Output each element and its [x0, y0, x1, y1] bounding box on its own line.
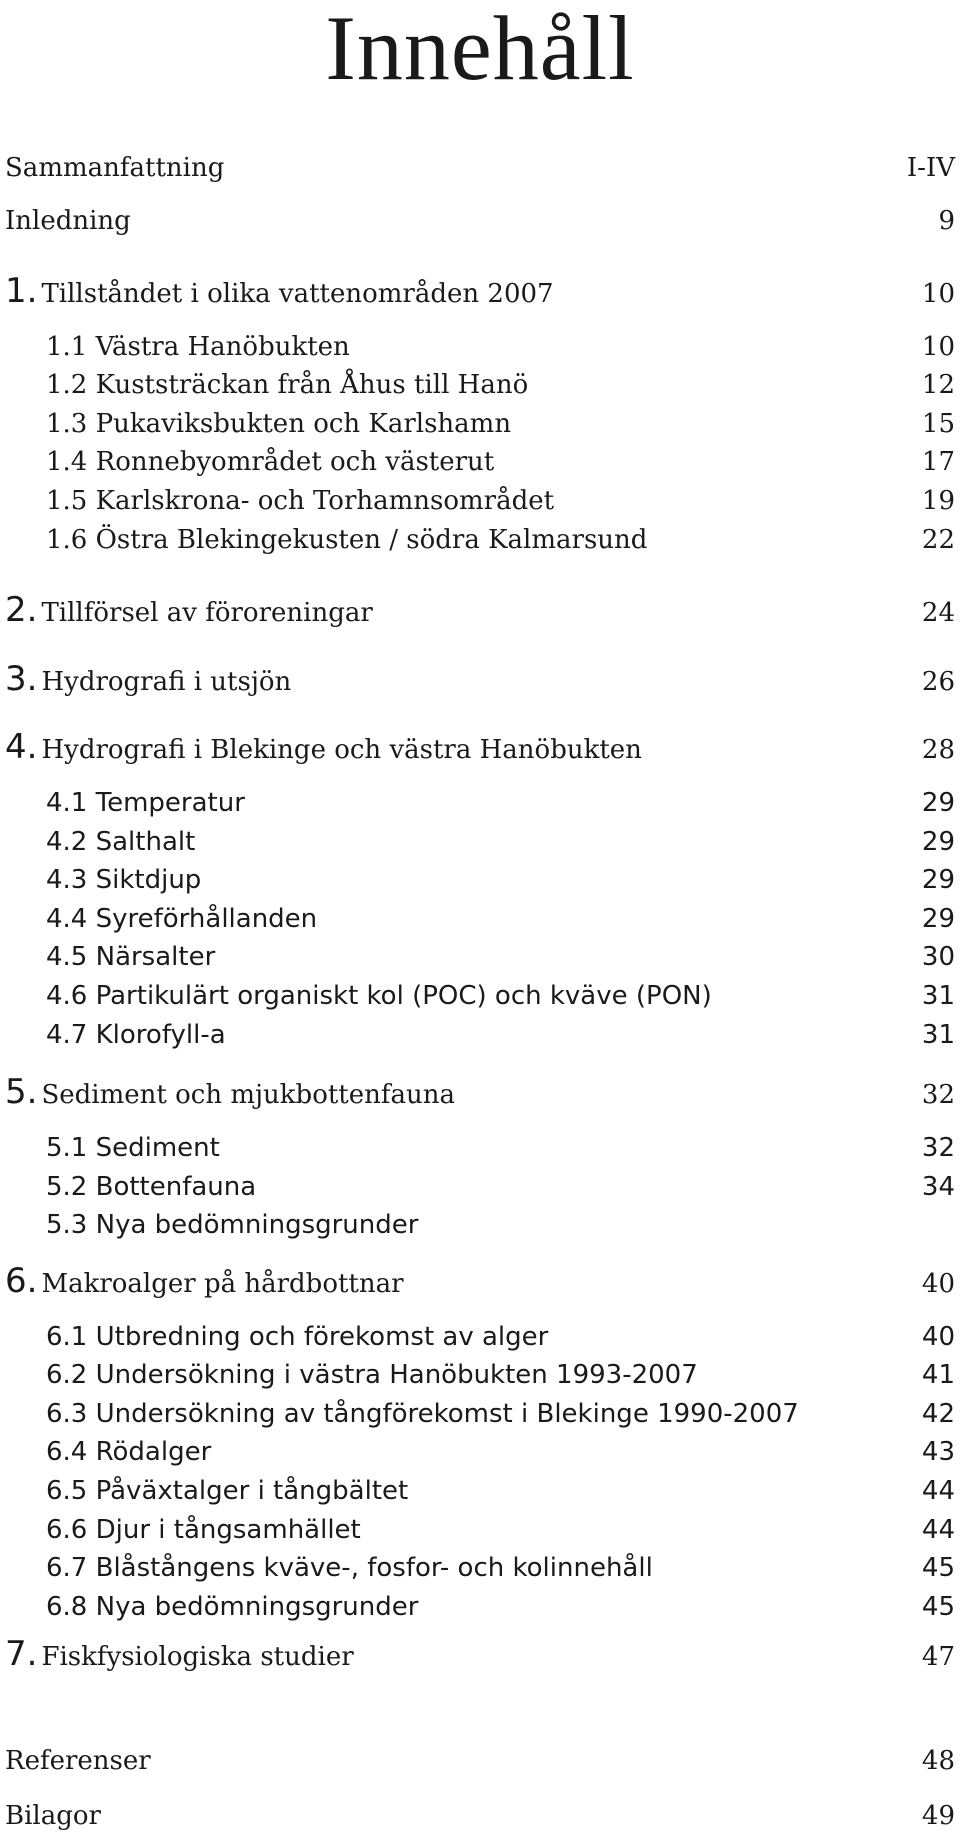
toc-entry-label: Bilagor: [5, 1801, 101, 1831]
chapter-number: 6.: [5, 1261, 38, 1301]
toc-subsection-6-7[interactable]: [46, 1553, 955, 1591]
toc-entry-page: 47: [921, 1642, 955, 1672]
toc-entry-page: 9: [938, 206, 955, 236]
toc-entry-label: 6.8 Nya bedömningsgrunder: [46, 1592, 419, 1622]
toc-entry-label: 6.7 Blåstångens kväve-, fosfor- och kolinnehåll: [46, 1553, 653, 1583]
toc-entry-label: 4.4 Syreförhållanden: [46, 904, 318, 934]
toc-entry-page: 31: [921, 1020, 955, 1050]
chapter-title: Fiskfysiologiska studier: [41, 1642, 354, 1672]
toc-chapter-1[interactable]: [5, 271, 955, 309]
toc-subsection-5-1[interactable]: [46, 1133, 955, 1171]
toc-entry-page: 26: [921, 667, 955, 697]
page-title: Innehåll: [325, 0, 635, 99]
toc-subsection-5-3[interactable]: [46, 1210, 955, 1248]
chapter-title: Makroalger på hårdbottnar: [41, 1269, 404, 1299]
toc-entry-page: 31: [921, 981, 955, 1011]
toc-entry-page: 43: [921, 1437, 955, 1467]
toc-entry-label: 6.6 Djur i tångsamhället: [46, 1515, 361, 1545]
toc-subsection-4-5[interactable]: [46, 942, 955, 980]
toc-entry-page: 32: [921, 1080, 955, 1110]
toc-entry-page: 10: [921, 332, 955, 362]
chapter-title: Hydrografi i Blekinge och västra Hanöbukten: [41, 735, 642, 765]
toc-entry-page: 24: [921, 598, 955, 628]
toc-subsection-4-7[interactable]: [46, 1020, 955, 1058]
toc-entry-bilagor[interactable]: [5, 1801, 955, 1839]
toc-entry-label: 4.2 Salthalt: [46, 827, 196, 857]
toc-subsection-4-2[interactable]: [46, 827, 955, 865]
toc-subsection-6-6[interactable]: [46, 1515, 955, 1553]
toc-entry-page: 29: [921, 827, 955, 857]
toc-entry-page: 42: [921, 1399, 955, 1429]
toc-entry-page: 28: [921, 735, 955, 765]
chapter-title: Hydrografi i utsjön: [41, 667, 292, 697]
toc-chapter-3[interactable]: [5, 659, 955, 697]
toc-entry-label: 1.4 Ronnebyområdet och västerut: [46, 447, 495, 477]
toc-chapter-6[interactable]: [5, 1261, 955, 1299]
toc-entry-page: 29: [921, 904, 955, 934]
toc-entry-label: 6.5 Påväxtalger i tångbältet: [46, 1476, 409, 1506]
toc-chapter-2[interactable]: [5, 590, 955, 628]
toc-entry-page: 41: [921, 1360, 955, 1390]
toc-entry-page: 29: [921, 865, 955, 895]
toc-entry-page: 10: [921, 279, 955, 309]
toc-entry-page: 32: [921, 1133, 955, 1163]
toc-subsection-4-4[interactable]: [46, 904, 955, 942]
chapter-number: 3.: [5, 659, 38, 699]
toc-entry-page: 29: [921, 788, 955, 818]
toc-subsection-1-1[interactable]: [46, 332, 955, 370]
toc-entry-label: 1.5 Karlskrona- och Torhamnsområdet: [46, 486, 555, 516]
chapter-number: 5.: [5, 1072, 38, 1112]
toc-entry-label: 1.6 Östra Blekingekusten / södra Kalmarsund: [46, 525, 648, 555]
chapter-title: Tillståndet i olika vattenområden 2007: [41, 279, 554, 309]
toc-entry-sammanfattning[interactable]: [5, 153, 955, 191]
toc-subsection-1-6[interactable]: [46, 525, 955, 563]
toc-subsection-1-4[interactable]: [46, 447, 955, 485]
toc-subsection-6-3[interactable]: [46, 1399, 955, 1437]
toc-chapter-5[interactable]: [5, 1072, 955, 1110]
toc-subsection-4-1[interactable]: [46, 788, 955, 826]
toc-entry-page: 44: [921, 1476, 955, 1506]
toc-entry-page: 44: [921, 1515, 955, 1545]
toc-entry-label: 1.2 Kuststräckan från Åhus till Hanö: [46, 370, 529, 400]
toc-chapter-4[interactable]: [5, 727, 955, 765]
toc-entry-page: 48: [921, 1746, 955, 1776]
toc-entry-page: 40: [921, 1269, 955, 1299]
toc-entry-inledning[interactable]: [5, 206, 955, 244]
toc-entry-page: 15: [921, 409, 955, 439]
toc-entry-label: 6.1 Utbredning och förekomst av alger: [46, 1322, 549, 1352]
chapter-title: Tillförsel av föroreningar: [41, 598, 373, 628]
toc-entry-label: Sammanfattning: [5, 153, 225, 183]
toc-entry-label: 1.1 Västra Hanöbukten: [46, 332, 350, 362]
toc-subsection-6-5[interactable]: [46, 1476, 955, 1514]
toc-entry-label: 6.2 Undersökning i västra Hanöbukten 1993-2007: [46, 1360, 698, 1390]
toc-entry-label: Inledning: [5, 206, 131, 236]
toc-entry-label: 4.3 Siktdjup: [46, 865, 202, 895]
toc-entry-page: 30: [921, 942, 955, 972]
toc-entry-label: 5.3 Nya bedömningsgrunder: [46, 1210, 419, 1240]
toc-subsection-5-2[interactable]: [46, 1172, 955, 1210]
toc-subsection-4-3[interactable]: [46, 865, 955, 903]
toc-entry-page: 22: [921, 525, 955, 555]
toc-entry-page: 45: [921, 1592, 955, 1622]
toc-subsection-1-5[interactable]: [46, 486, 955, 524]
toc-subsection-1-3[interactable]: [46, 409, 955, 447]
toc-entry-page: 19: [921, 486, 955, 516]
toc-entry-label: 4.7 Klorofyll-a: [46, 1020, 226, 1050]
toc-entry-label: 5.2 Bottenfauna: [46, 1172, 257, 1202]
toc-entry-label: 1.3 Pukaviksbukten och Karlshamn: [46, 409, 512, 439]
toc-subsection-6-2[interactable]: [46, 1360, 955, 1398]
toc-subsection-6-1[interactable]: [46, 1322, 955, 1360]
toc-entry-label: 4.6 Partikulärt organiskt kol (POC) och kväve (PON): [46, 981, 712, 1011]
toc-entry-label: Referenser: [5, 1746, 151, 1776]
chapter-number: 1.: [5, 271, 38, 311]
toc-chapter-7[interactable]: [5, 1634, 955, 1672]
toc-entry-label: 5.1 Sediment: [46, 1133, 220, 1163]
toc-entry-page: I-IV: [906, 153, 955, 183]
chapter-title: Sediment och mjukbottenfauna: [41, 1080, 455, 1110]
toc-entry-page: 45: [921, 1553, 955, 1583]
toc-entry-label: 4.5 Närsalter: [46, 942, 216, 972]
chapter-number: 7.: [5, 1634, 38, 1674]
toc-subsection-6-4[interactable]: [46, 1437, 955, 1475]
toc-entry-referenser[interactable]: [5, 1746, 955, 1784]
toc-entry-page: 12: [921, 370, 955, 400]
toc-entry-label: 4.1 Temperatur: [46, 788, 245, 818]
toc-entry-label: 6.3 Undersökning av tångförekomst i Blekinge 1990-2007: [46, 1399, 799, 1429]
toc-entry-label: 6.4 Rödalger: [46, 1437, 212, 1467]
toc-entry-page: 40: [921, 1322, 955, 1352]
toc-entry-page: 49: [921, 1801, 955, 1831]
toc-subsection-4-6[interactable]: [46, 981, 955, 1019]
chapter-number: 4.: [5, 727, 38, 767]
toc-subsection-1-2[interactable]: [46, 370, 955, 408]
toc-subsection-6-8[interactable]: [46, 1592, 955, 1630]
toc-entry-page: 17: [921, 447, 955, 477]
chapter-number: 2.: [5, 590, 38, 630]
toc-entry-page: 34: [921, 1172, 955, 1202]
